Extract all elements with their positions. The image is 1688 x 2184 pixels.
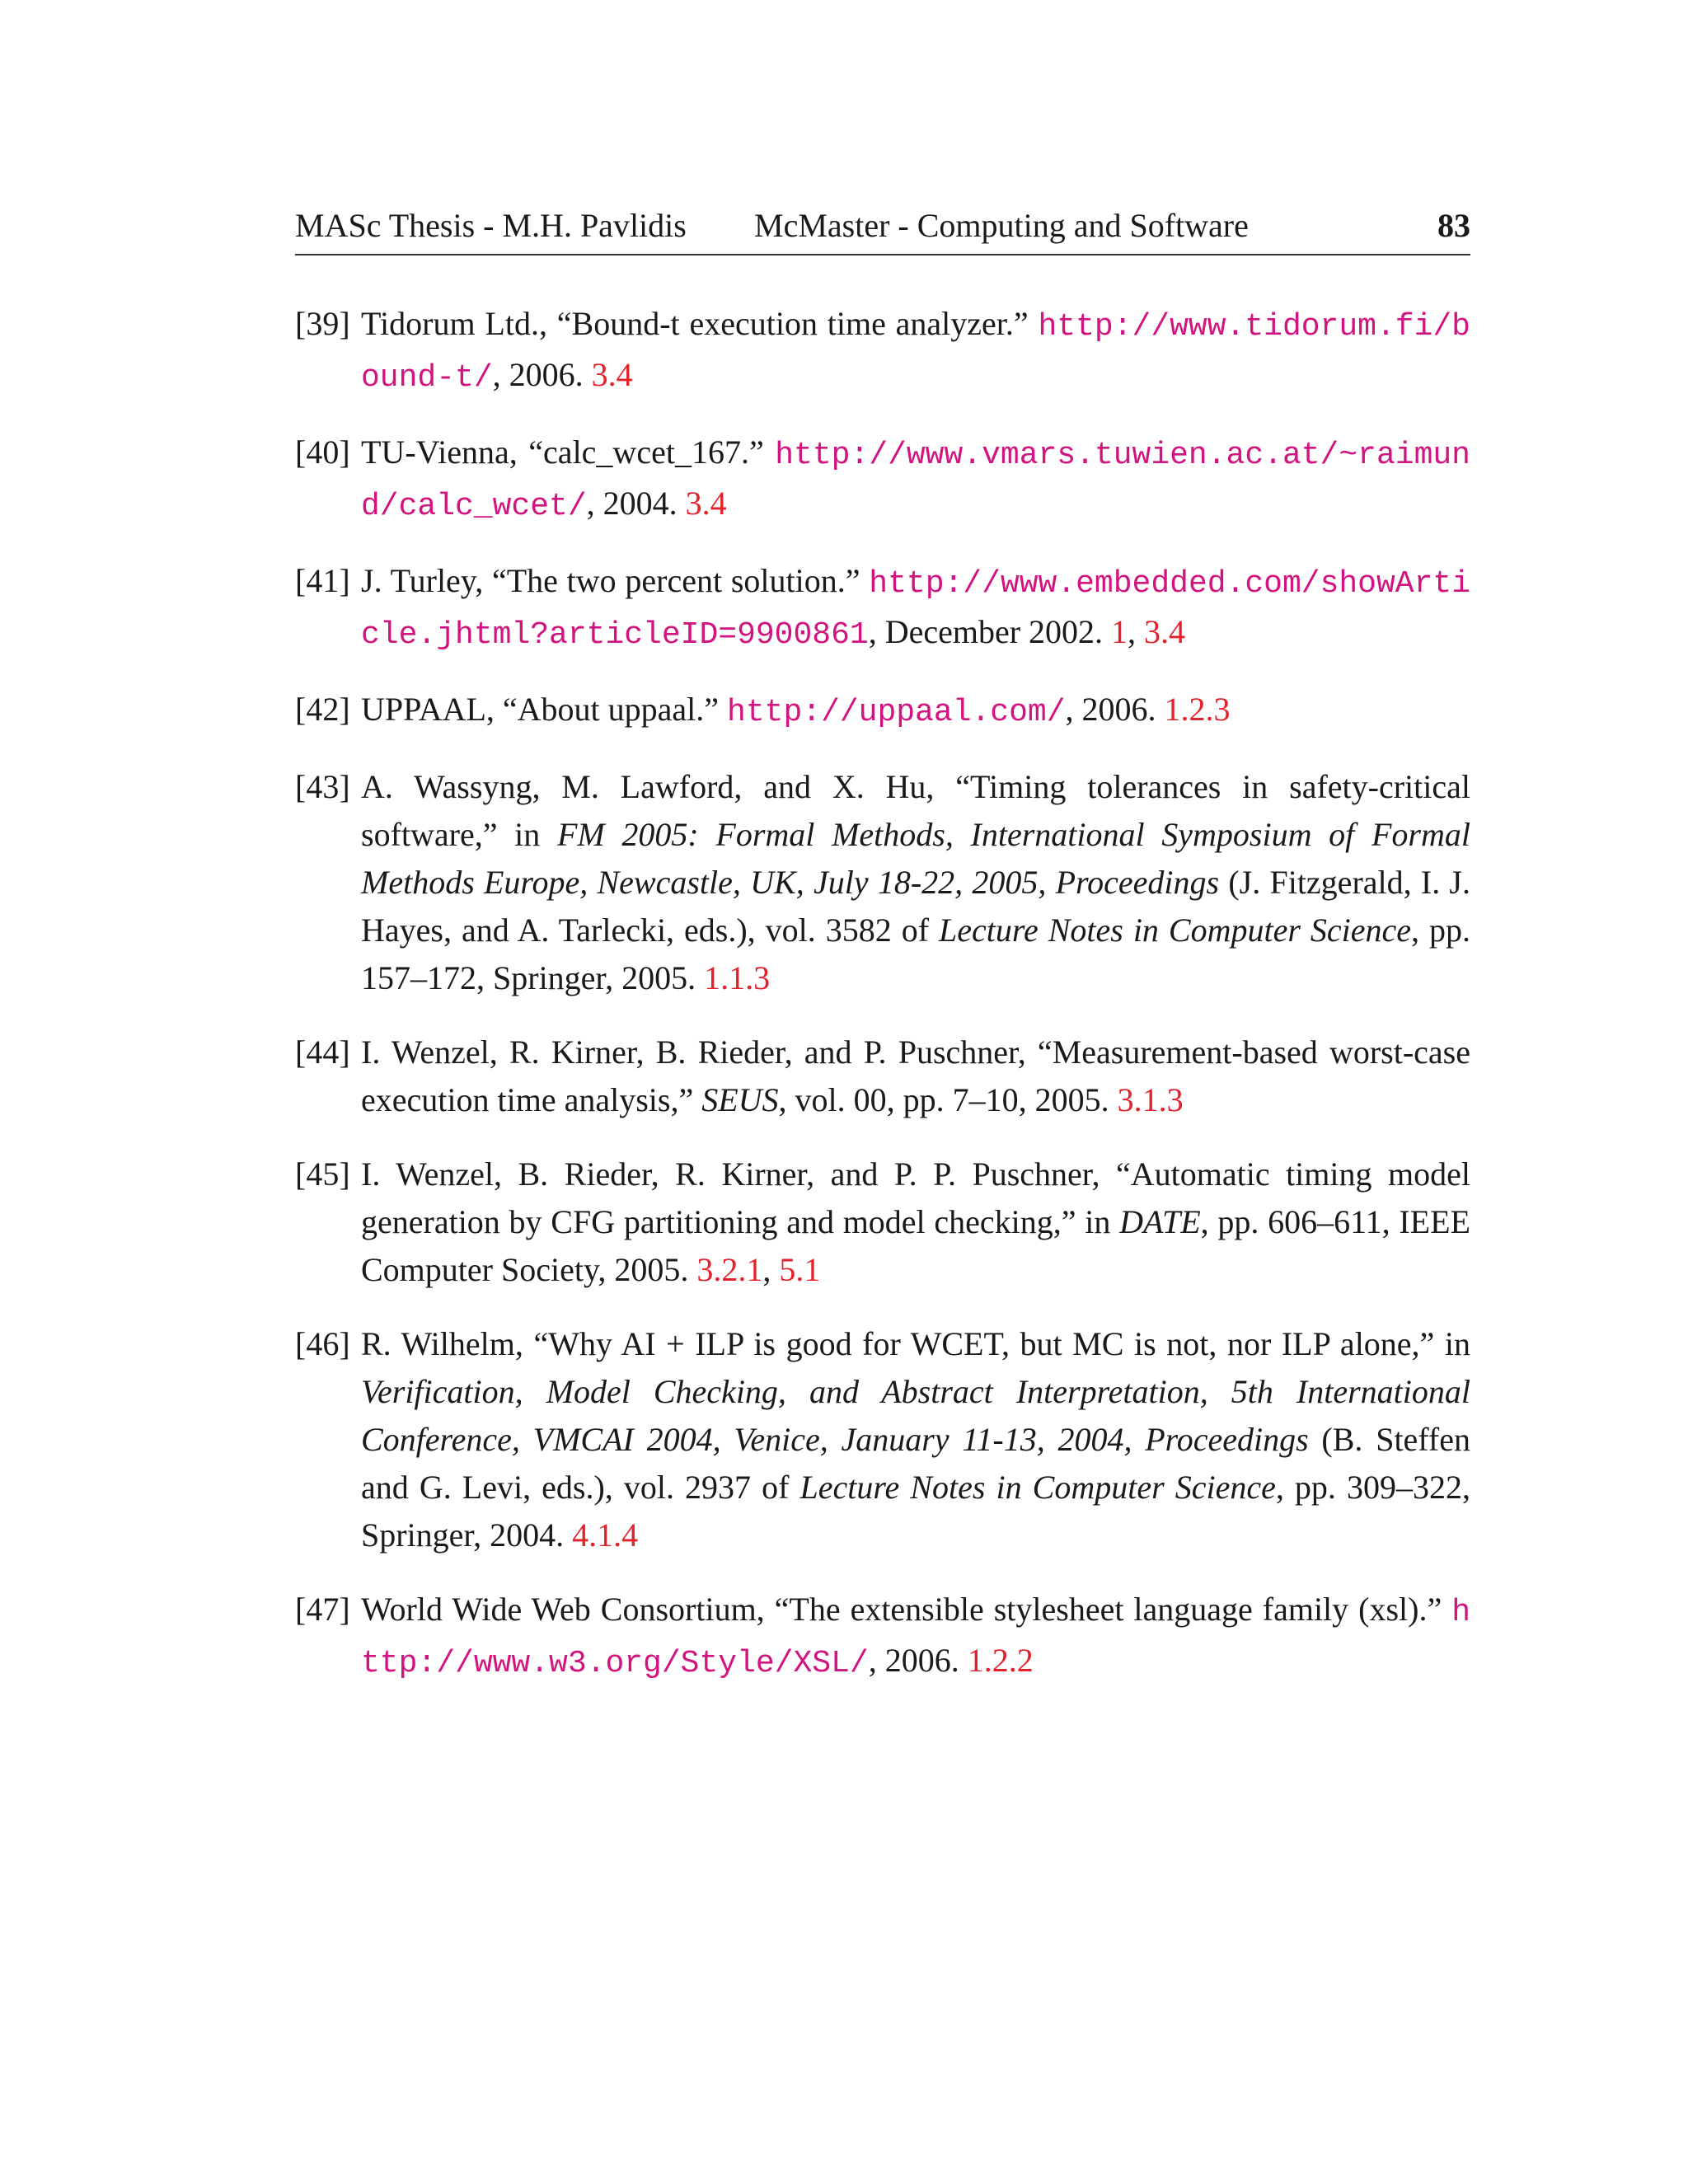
reference-46: [46] R. Wilhelm, “Why AI + ILP is good for WCET, but MC is not, nor ILP alone,” in Verification, Model Checking, and Abstract Interpretation, 5th International Conference, VMCAI 2004, Venice, January 11-13, 2004, Proceedings (B. Steffen and G. Levi, eds.), vol. 2937 of Lecture Notes in Computer Science, pp. 309–322, Springer, 2004. 4.1.4	[295, 1320, 1470, 1559]
reference-url[interactable]: http://www.tidorum.fi/bound-t/	[361, 309, 1470, 396]
cross-reference-link[interactable]: 1.1.3	[704, 959, 771, 996]
cross-reference-link[interactable]: 3.4	[1144, 613, 1186, 650]
reference-number: [44]	[295, 1033, 350, 1071]
cross-reference-link[interactable]: 3.4	[685, 485, 727, 522]
cross-reference-link[interactable]: 3.2.1	[696, 1251, 763, 1288]
cross-reference-link[interactable]: 1.2.3	[1164, 691, 1231, 728]
proceedings-title: Verification, Model Checking, and Abstract Interpretation, 5th International Conference, VMCAI 2004, Venice, January 11-13, 2004, Proceedings	[361, 1373, 1470, 1458]
page-number: 83	[1437, 207, 1470, 244]
cross-reference-link[interactable]: 1	[1111, 613, 1128, 650]
venue-title: DATE	[1119, 1203, 1201, 1240]
header-thesis-author: MASc Thesis - M.H. Pavlidis	[295, 207, 687, 244]
series-title: Lecture Notes in Computer Science	[799, 1469, 1276, 1506]
reference-url[interactable]: http://www.vmars.tuwien.ac.at/~raimund/calc_wcet/	[361, 438, 1470, 524]
cross-reference-link[interactable]: 4.1.4	[572, 1516, 639, 1554]
reference-number: [47]	[295, 1591, 350, 1628]
cross-reference-link[interactable]: 5.1	[779, 1251, 821, 1288]
cross-reference-link[interactable]: 1.2.2	[967, 1642, 1034, 1679]
reference-number: [43]	[295, 768, 350, 805]
reference-url[interactable]: http://www.w3.org/Style/XSL/	[361, 1595, 1470, 1681]
header-department: McMaster - Computing and Software	[754, 207, 1249, 244]
reference-42: [42] UPPAAL, “About uppaal.” http://uppaal.com/, 2006. 1.2.3	[295, 686, 1470, 737]
reference-url[interactable]: http://www.embedded.com/showArticle.jhtml?articleID=9900861	[361, 566, 1470, 653]
reference-45: [45] I. Wenzel, B. Rieder, R. Kirner, and P. P. Puschner, “Automatic timing model generation by CFG partitioning and model checking,” in DATE, pp. 606–611, IEEE Computer Society, 2005. 3.2.1, 5.1	[295, 1151, 1470, 1294]
reference-47: [47] World Wide Web Consortium, “The extensible stylesheet language family (xsl).” http://www.w3.org/Style/XSL/, 2006. 1.2.2	[295, 1586, 1470, 1688]
reference-44: [44] I. Wenzel, R. Kirner, B. Rieder, and P. Puschner, “Measurement-based worst-case execution time analysis,” SEUS, vol. 00, pp. 7–10, 2005. 3.1.3	[295, 1029, 1470, 1124]
reference-number: [39]	[295, 305, 350, 342]
reference-43: [43] A. Wassyng, M. Lawford, and X. Hu, “Timing tolerances in safety-critical software,” in FM 2005: Formal Methods, International Symposium of Formal Methods Europe, Newcastle, UK, July 18-22, 2005, Proceedings (J. Fitzgerald, I. J. Hayes, and A. Tarlecki, eds.), vol. 3582 of Lecture Notes in Computer Science, pp. 157–172, Springer, 2005. 1.1.3	[295, 763, 1470, 1002]
reference-40: [40] TU-Vienna, “calc_wcet_167.” http://www.vmars.tuwien.ac.at/~raimund/calc_wcet/, 2004. 3.4	[295, 429, 1470, 531]
venue-title: SEUS	[701, 1081, 779, 1118]
reference-39: [39] Tidorum Ltd., “Bound-t execution time analyzer.” http://www.tidorum.fi/bound-t/, 2006. 3.4	[295, 300, 1470, 402]
proceedings-title: FM 2005: Formal Methods, International Symposium of Formal Methods Europe, Newcastle, UK, July 18-22, 2005, Proceedings	[361, 816, 1470, 901]
reference-number: [42]	[295, 691, 350, 728]
cross-reference-link[interactable]: 3.4	[591, 356, 633, 393]
series-title: Lecture Notes in Computer Science	[939, 912, 1412, 949]
running-header	[295, 198, 1470, 255]
reference-number: [46]	[295, 1325, 350, 1362]
reference-number: [41]	[295, 562, 350, 599]
reference-list	[295, 300, 1470, 1714]
reference-41: [41] J. Turley, “The two percent solution.” http://www.embedded.com/showArticle.jhtml?articleID=9900861, December 2002. 1, 3.4	[295, 557, 1470, 659]
reference-number: [45]	[295, 1155, 350, 1193]
cross-reference-link[interactable]: 3.1.3	[1117, 1081, 1184, 1118]
reference-number: [40]	[295, 434, 350, 471]
reference-url[interactable]: http://uppaal.com/	[727, 695, 1066, 730]
